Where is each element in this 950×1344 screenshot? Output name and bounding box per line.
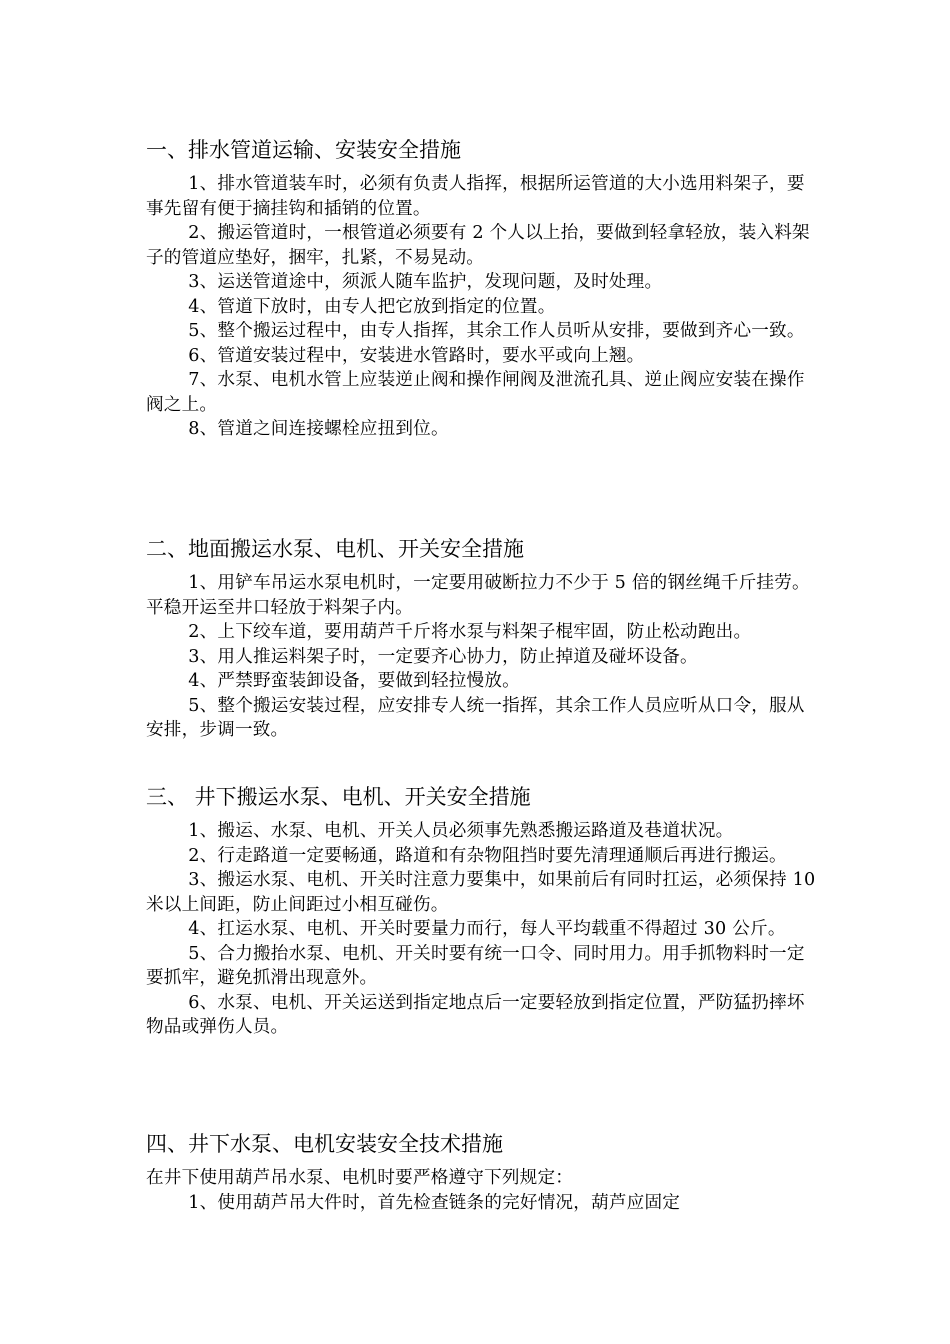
paragraph: 8、管道之间连接螺栓应扭到位。 (188, 419, 449, 439)
paragraph: 1、排水管道装车时，必须有负责人指挥，根据所运管道的大小选用料架子，要事先留有便于摘挂钩和插销的位置。 (146, 174, 805, 219)
section-heading: 四、井下水泵、电机安装安全技术措施 (146, 1132, 503, 1156)
paragraph: 5、整个搬运安装过程，应安排专人统一指挥，其余工作人员应听从口令，服从安排，步调一致。 (146, 695, 805, 740)
section-3 (146, 783, 816, 1040)
paragraph: 6、水泵、电机、开关运送到指定地点后一定要轻放到指定位置，严防猛扔摔坏物品或弹伤人员。 (146, 992, 805, 1037)
paragraph: 5、整个搬运过程中，由专人指挥，其余工作人员听从安排，要做到齐心一致。 (188, 321, 805, 341)
paragraph: 5、合力搬抬水泵、电机、开关时要有统一口令、同时用力。用手抓物料时一定要抓牢，避免抓滑出现意外。 (146, 943, 805, 988)
paragraph: 2、上下绞车道，要用葫芦千斤将水泵与料架子棍牢固，防止松动跑出。 (188, 622, 752, 642)
section-heading: 二、地面搬运水泵、电机、开关安全措施 (146, 537, 524, 561)
paragraph: 4、严禁野蛮装卸设备，要做到轻拉慢放。 (188, 671, 520, 691)
section-2 (146, 535, 816, 743)
paragraph: 1、使用葫芦吊大件时，首先检查链条的完好情况，葫芦应固定 (188, 1192, 681, 1213)
paragraph: 1、用铲车吊运水泵电机时，一定要用破断拉力不少于 5 倍的钢丝绳千斤挂劳。平稳开运至井口轻放于料架子内。 (146, 573, 810, 618)
section-4 (146, 1130, 816, 1215)
paragraph: 2、搬运管道时，一根管道必须要有 2 个人以上抬，要做到轻拿轻放，装入料架子的管道应垫好，捆牢，扎紧，不易晃动。 (146, 223, 810, 268)
paragraph: 7、水泵、电机水管上应装逆止阀和操作闸阀及泄流孔具、逆止阀应安装在操作阀之上。 (146, 370, 805, 415)
section-intro: 在井下使用葫芦吊水泵、电机时要严格遵守下列规定： (146, 1168, 574, 1188)
section-heading: 三、 井下搬运水泵、电机、开关安全措施 (146, 785, 531, 809)
section-1 (146, 136, 816, 442)
paragraph: 2、行走路道一定要畅通，路道和有杂物阻挡时要先清理通顺后再进行搬运。 (188, 845, 787, 866)
paragraph: 3、用人推运料架子时，一定要齐心协力，防止掉道及碰坏设备。 (188, 646, 698, 667)
paragraph: 1、搬运、水泵、电机、开关人员必须事先熟悉搬运路道及巷道状况。 (188, 821, 734, 841)
paragraph: 3、搬运水泵、电机、开关时注意力要集中，如果前后有同时扛运，必须保持 10 米以上间距，防止间距过小相互碰伤。 (146, 870, 816, 915)
paragraph: 4、扛运水泵、电机、开关时要量力而行，每人平均载重不得超过 30 公斤。 (188, 919, 786, 939)
paragraph: 3、运送管道途中，须派人随车监护，发现问题，及时处理。 (188, 272, 663, 292)
paragraph: 4、管道下放时，由专人把它放到指定的位置。 (188, 296, 556, 317)
section-heading: 一、排水管道运输、安装安全措施 (146, 138, 461, 162)
paragraph: 6、管道安装过程中，安装进水管路时，要水平或向上翘。 (188, 345, 645, 366)
